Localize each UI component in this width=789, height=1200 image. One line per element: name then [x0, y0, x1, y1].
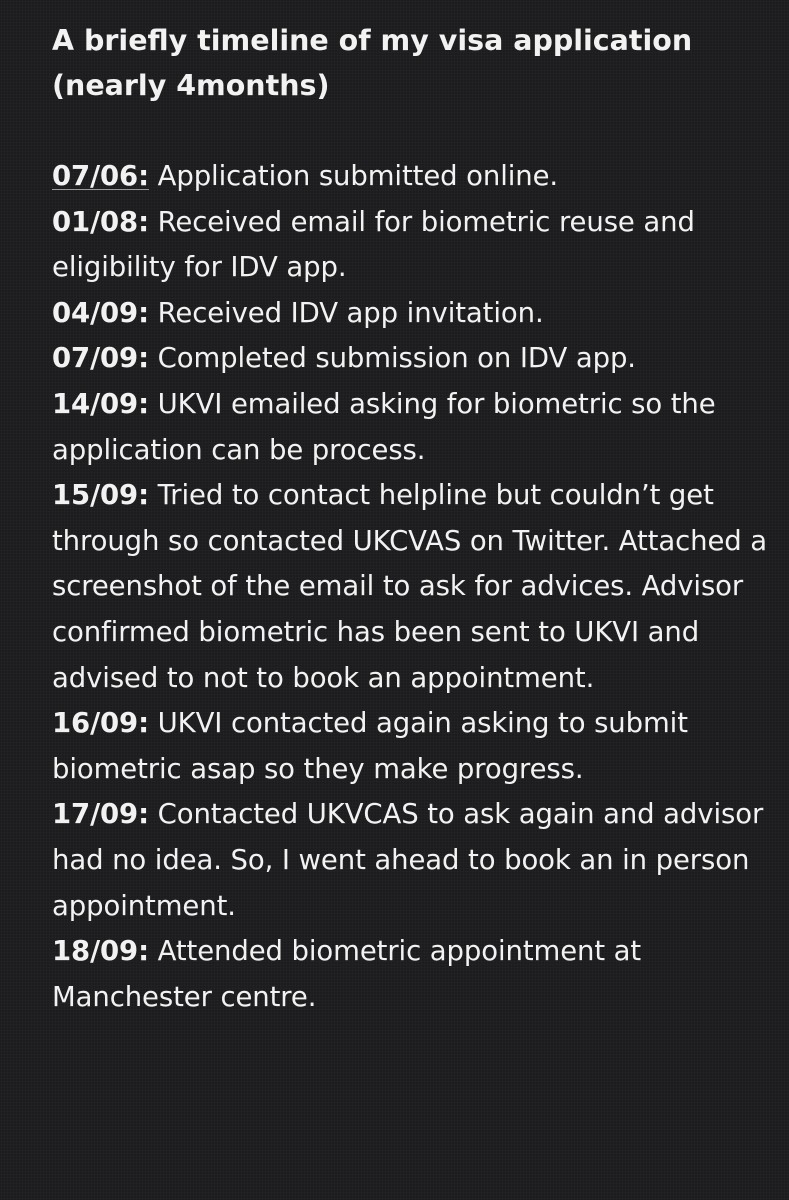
timeline-entry — [52, 200, 772, 291]
timeline-entry — [52, 336, 772, 382]
entry-date: 18/09: — [52, 935, 149, 968]
blank-line — [52, 108, 772, 154]
entry-date: 07/06: — [52, 160, 149, 192]
entry-date: 16/09: — [52, 707, 149, 740]
note-title: A briefly timeline of my visa application (nearly 4months) — [52, 24, 693, 102]
entry-text: Application submitted online. — [148, 160, 559, 192]
timeline-entry — [52, 382, 772, 473]
timeline-entry — [52, 792, 772, 929]
entry-date: 15/09: — [52, 479, 149, 512]
entry-text: Contacted UKVCAS to ask again and advisor had no idea. So, I went ahead to book an in person appointment. — [52, 798, 764, 922]
entry-text: UKVI emailed asking for biometric so the application can be process. — [52, 387, 716, 466]
entry-date: 07/09: — [52, 342, 149, 375]
timeline-entries — [52, 154, 772, 1020]
timeline-entry — [52, 701, 772, 792]
entry-date: 14/09: — [52, 387, 149, 420]
entry-text: Attended biometric appointment at Manchester centre. — [52, 935, 642, 1013]
entry-date: 01/08: — [52, 205, 149, 238]
entry-text: UKVI contacted again asking to submit biometric asap so they make progress. — [52, 707, 688, 785]
timeline-entry — [52, 473, 772, 701]
note-body[interactable] — [52, 18, 772, 1020]
entry-date: 17/09: — [52, 798, 149, 831]
timeline-entry — [52, 154, 772, 200]
timeline-entry — [52, 929, 772, 1020]
entry-text: Completed submission on IDV app. — [148, 342, 636, 375]
entry-text: Tried to contact helpline but couldn’t get through so contacted UKCVAS on Twitter. Attached a screenshot of the email to ask for advices. Advisor confirmed biometric has been sent to UKVI and advised to not to book an appointment. — [52, 479, 768, 694]
entry-text: Received email for biometric reuse and eligibility for IDV app. — [52, 205, 695, 284]
timeline-entry — [52, 291, 772, 337]
entry-date: 04/09: — [52, 296, 149, 329]
entry-text: Received IDV app invitation. — [148, 296, 544, 329]
